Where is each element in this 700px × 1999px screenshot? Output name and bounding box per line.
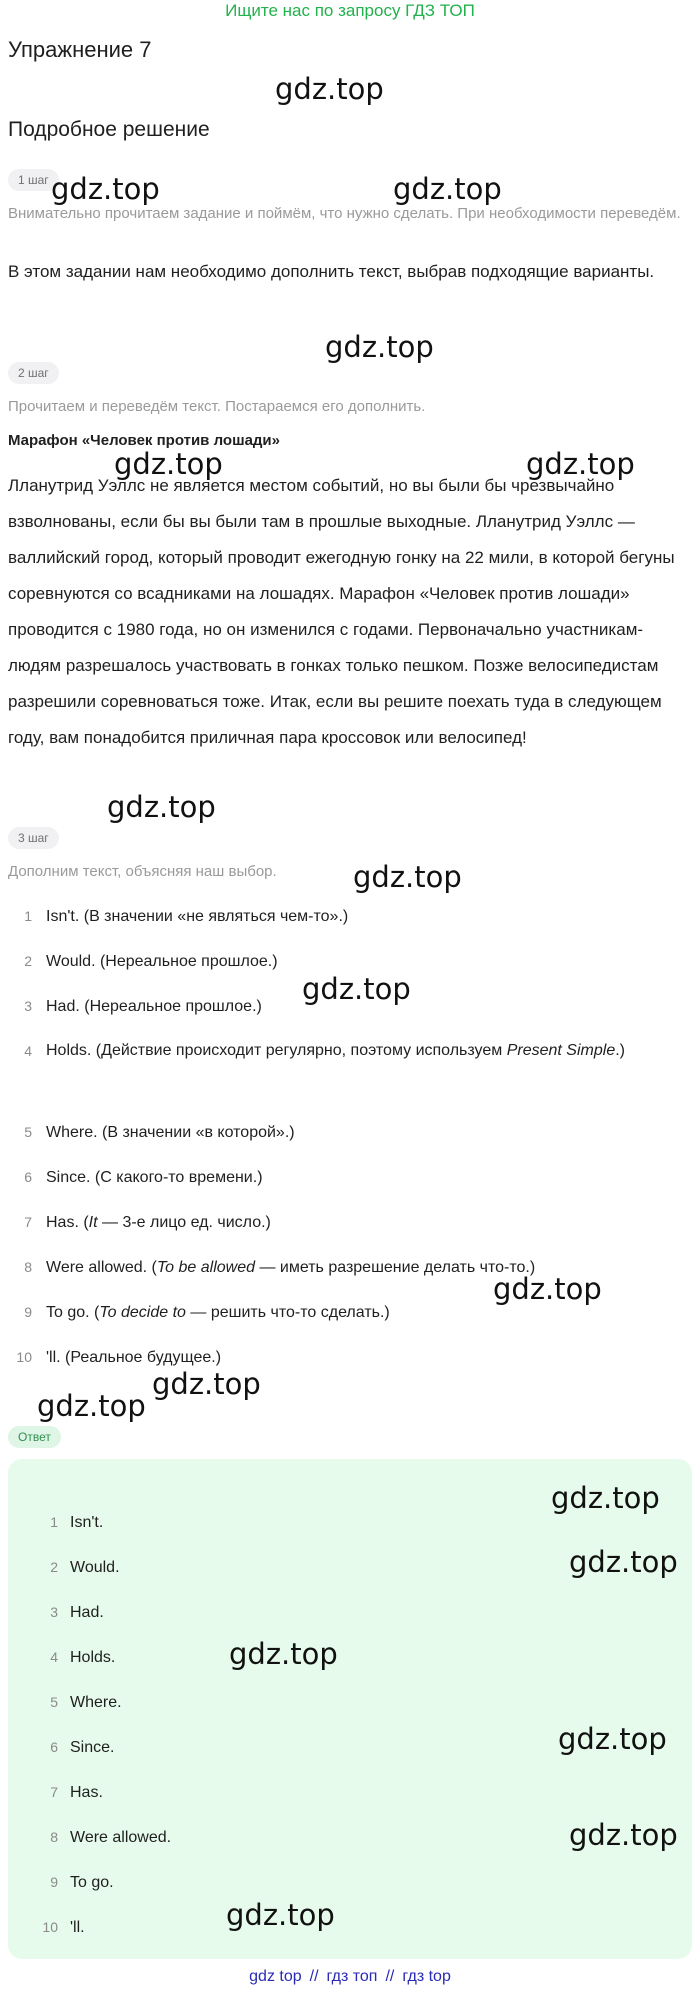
step-3-badge: 3 шаг (8, 827, 59, 849)
watermark: gdz.top (325, 330, 434, 364)
watermark: gdz.top (37, 1389, 146, 1423)
step-1-text: В этом задании нам необходимо дополнить текст, выбрав подходящие варианты. (8, 262, 655, 281)
watermark: gdz.top (493, 1272, 602, 1306)
watermark: gdz.top (551, 1481, 660, 1515)
list-item: 10 'll. (42, 1919, 85, 1936)
watermark: gdz.top (302, 972, 411, 1006)
list-item: 7 Has. (It — 3-е лицо ед. число.) (24, 1214, 271, 1231)
list-item: 5 Where. (50, 1694, 122, 1711)
watermark: gdz.top (275, 72, 384, 106)
watermark: gdz.top (569, 1818, 678, 1852)
section-title: Подробное решение (8, 118, 210, 141)
watermark: gdz.top (393, 172, 502, 206)
list-item: 4 Holds. (50, 1649, 116, 1666)
watermark: gdz.top (569, 1545, 678, 1579)
step-2-text: Лланутрид Уэллс не является местом событий, но вы были бы чрезвычайно взволнованы, если бы вы были там в прошлые выходные. Лланутрид Уэллс — валлийский город, который проводит ежегодную гонку на 22 мили, в которой бегуны соревнуются со всадниками на лошадях. Марафон «Человек против лошади» проводится с 1980 года, но он изменился с годами. Первоначально участникам-людям разрешалось участвовать в гонках только пешком. Позже велосипедистам разрешили соревноваться тоже. Итак, если вы решите поехать туда в следующем году, вам понадобится приличная пара кроссовок или велосипед! (8, 476, 675, 747)
watermark: gdz.top (526, 447, 635, 481)
footer-link-gdz-top[interactable]: gdz top (249, 1968, 302, 1985)
watermark: gdz.top (114, 447, 223, 481)
watermark: gdz.top (226, 1898, 335, 1932)
step-3-description: Дополним текст, объясняя наш выбор. (8, 863, 277, 880)
list-item: 9 To go. (50, 1874, 114, 1891)
watermark: gdz.top (229, 1637, 338, 1671)
footer-separator: // (309, 1968, 319, 1985)
list-item: 3 Had. (50, 1604, 104, 1621)
list-item: 8 Were allowed. (To be allowed — иметь разрешение делать что-то.) (24, 1259, 536, 1276)
watermark: gdz.top (51, 172, 160, 206)
footer-link-gdz-top-mixed[interactable]: гдз top (402, 1968, 451, 1985)
step-1-description: Внимательно прочитаем задание и поймём, что нужно сделать. При необходимости переведём. (8, 205, 681, 222)
list-item: 7 Has. (50, 1784, 103, 1801)
watermark: gdz.top (107, 790, 216, 824)
answer-box (8, 1459, 692, 1959)
watermark: gdz.top (558, 1722, 667, 1756)
list-item: 6 Since. (С какого-то времени.) (24, 1169, 263, 1186)
list-item: 8 Were allowed. (50, 1829, 172, 1846)
step-1-badge: 1 шаг (8, 169, 59, 191)
list-item: 3 Had. (Нереальное прошлое.) (24, 998, 262, 1015)
watermark: gdz.top (353, 860, 462, 894)
step-2-description: Прочитаем и переведём текст. Постараемся его дополнить. (8, 398, 426, 415)
list-item: 1 Isn't. (В значении «не являться чем-то».) (24, 908, 349, 925)
list-item: 2 Would. (Нереальное прошлое.) (24, 953, 278, 970)
list-item: 2 Would. (50, 1559, 120, 1576)
step-2-badge: 2 шаг (8, 362, 59, 384)
search-banner[interactable]: Ищите нас по запросу ГДЗ ТОП (225, 1, 475, 20)
exercise-title: Упражнение 7 (8, 37, 152, 62)
list-item: 4 Holds. (Действие происходит регулярно, поэтому используем Present Simple.) (24, 1042, 625, 1059)
footer-links (0, 1966, 700, 1988)
text-title: Марафон «Человек против лошади» (8, 432, 280, 449)
footer-link-gdz-top-ru[interactable]: гдз топ (326, 1968, 378, 1985)
list-item: 10 'll. (Реальное будущее.) (16, 1349, 222, 1366)
answer-badge: Ответ (8, 1426, 61, 1448)
list-item: 5 Where. (В значении «в которой».) (24, 1124, 295, 1141)
footer-separator: // (385, 1968, 395, 1985)
watermark: gdz.top (152, 1367, 261, 1401)
list-item: 1 Isn't. (50, 1514, 104, 1531)
list-item: 6 Since. (50, 1739, 115, 1756)
list-item: 9 To go. (To decide to — решить что-то сделать.) (24, 1304, 390, 1321)
